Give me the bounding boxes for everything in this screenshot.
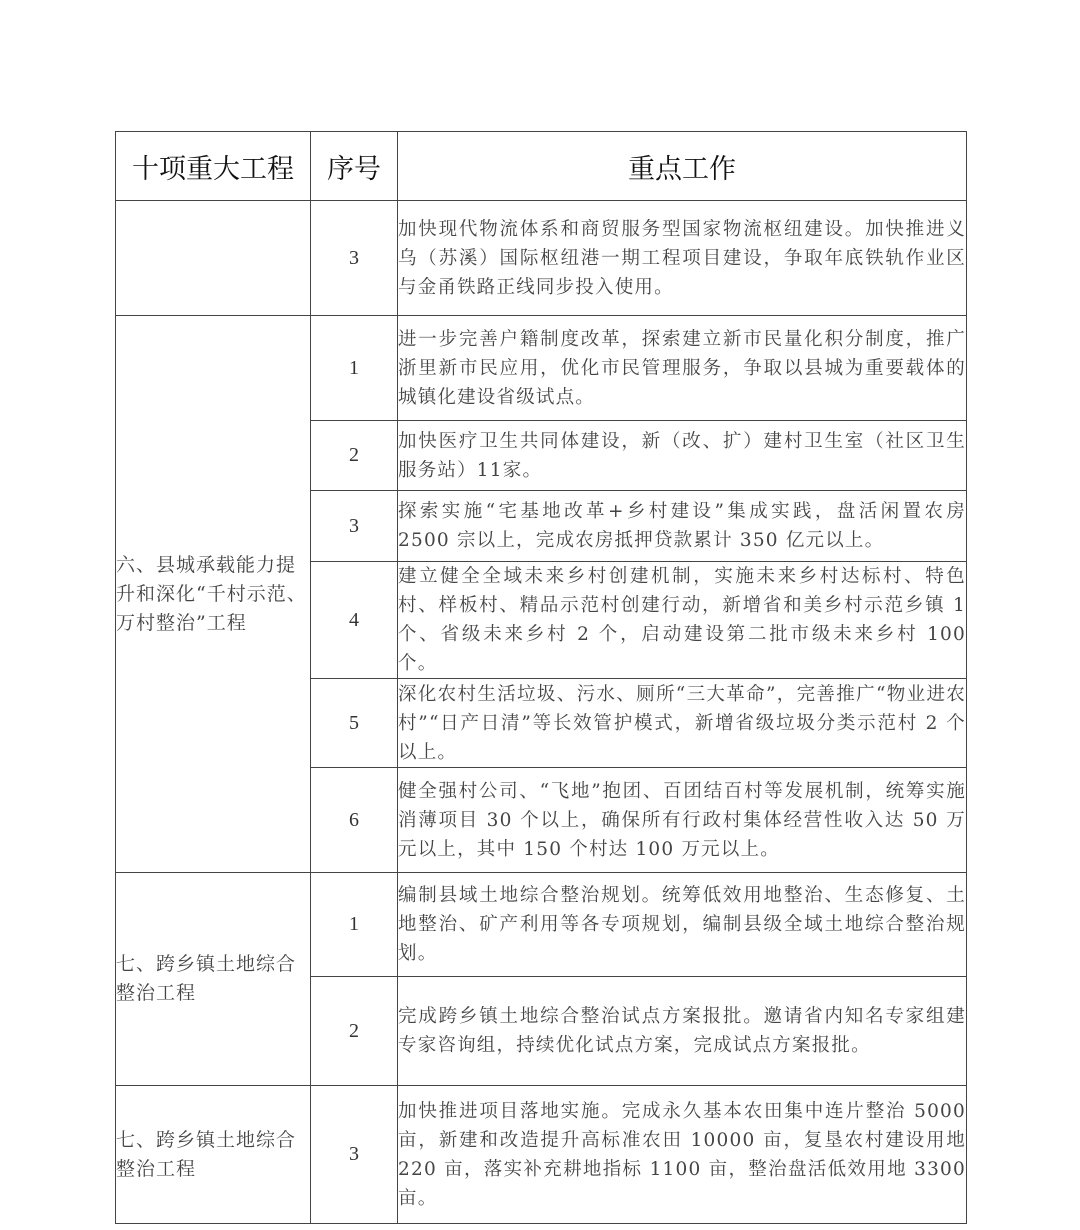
number-cell: 3 xyxy=(311,201,398,316)
table-row xyxy=(116,873,967,977)
number-cell: 1 xyxy=(311,873,398,977)
work-cell: 加快推进项目落地实施。完成永久基本农田集中连片整治 5000 亩，新建和改造提升高标准农田 10000 亩，复垦农村建设用地 220 亩，落实补充耕地指标 1100 亩，整治盘活低效用地 3300 亩。 xyxy=(398,1086,967,1224)
header-project: 十项重大工程 xyxy=(116,132,311,201)
number-cell: 1 xyxy=(311,316,398,421)
table-row xyxy=(116,1086,967,1224)
project-cell: 七、跨乡镇土地综合整治工程 xyxy=(116,1086,311,1224)
key-projects-table xyxy=(115,131,967,1224)
project-cell: 六、县城承载能力提升和深化“千村示范、万村整治”工程 xyxy=(116,316,311,873)
project-cell: 七、跨乡镇土地综合整治工程 xyxy=(116,873,311,1086)
work-cell: 探索实施“宅基地改革+乡村建设”集成实践，盘活闲置农房 2500 宗以上，完成农房抵押贷款累计 350 亿元以上。 xyxy=(398,491,967,562)
work-cell: 深化农村生活垃圾、污水、厕所“三大革命”，完善推广“物业进农村”“日产日清”等长效管护模式，新增省级垃圾分类示范村 2 个以上。 xyxy=(398,679,967,768)
work-cell: 完成跨乡镇土地综合整治试点方案报批。邀请省内知名专家组建专家咨询组，持续优化试点方案，完成试点方案报批。 xyxy=(398,977,967,1086)
number-cell: 2 xyxy=(311,421,398,491)
work-cell: 加快现代物流体系和商贸服务型国家物流枢纽建设。加快推进义乌（苏溪）国际枢纽港一期工程项目建设，争取年底铁轨作业区与金甬铁路正线同步投入使用。 xyxy=(398,201,967,316)
number-cell: 2 xyxy=(311,977,398,1086)
project-cell xyxy=(116,201,311,316)
number-cell: 6 xyxy=(311,768,398,873)
header-number: 序号 xyxy=(311,132,398,201)
work-cell: 编制县域土地综合整治规划。统筹低效用地整治、生态修复、土地整治、矿产利用等各专项规划，编制县级全域土地综合整治规划。 xyxy=(398,873,967,977)
work-cell: 进一步完善户籍制度改革，探索建立新市民量化积分制度，推广浙里新市民应用，优化市民管理服务，争取以县城为重要载体的城镇化建设省级试点。 xyxy=(398,316,967,421)
number-cell: 3 xyxy=(311,1086,398,1224)
table-header-row xyxy=(116,132,967,201)
work-cell: 建立健全全域未来乡村创建机制，实施未来乡村达标村、特色村、样板村、精品示范村创建行动，新增省和美乡村示范乡镇 1 个、省级未来乡村 2 个，启动建设第二批市级未来乡村 100 个。 xyxy=(398,562,967,679)
work-cell: 健全强村公司、“飞地”抱团、百团结百村等发展机制，统筹实施消薄项目 30 个以上，确保所有行政村集体经营性收入达 50 万元以上，其中 150 个村达 100 万元以上。 xyxy=(398,768,967,873)
header-work: 重点工作 xyxy=(398,132,967,201)
table-row xyxy=(116,316,967,421)
number-cell: 3 xyxy=(311,491,398,562)
table-row xyxy=(116,201,967,316)
number-cell: 5 xyxy=(311,679,398,768)
number-cell: 4 xyxy=(311,562,398,679)
work-cell: 加快医疗卫生共同体建设，新（改、扩）建村卫生室（社区卫生服务站）11家。 xyxy=(398,421,967,491)
